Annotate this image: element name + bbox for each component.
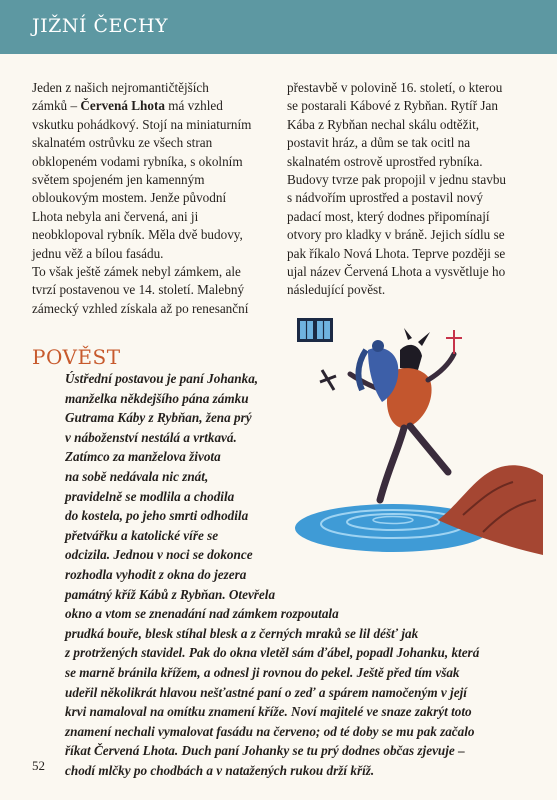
text-line: obloukovým mostem. Jenže původní <box>32 190 227 206</box>
legend-text <box>65 369 520 780</box>
story-line: znamení nechali vymalovat fasádu na červeno; od té doby se mu pak začalo <box>65 723 475 739</box>
text-line: To však ještě zámek nebyl zámkem, ale <box>32 264 241 280</box>
text-line: s nádvořím uprostřed a postavil nový <box>287 190 483 206</box>
story-line: pravidelně se modlila a chodila <box>65 488 235 504</box>
text-line: otvory pro kladky v bráně. Jejich sídlu se <box>287 227 505 243</box>
story-line: manželka někdejšího pána zámku <box>65 390 249 406</box>
story-line: Zatímco za manželova života <box>65 449 221 465</box>
story-line: odcizila. Jednou v noci se dokonce <box>65 547 253 563</box>
text-line: Budovy tvrze pak propojil v jednu stavbu <box>287 172 507 188</box>
text-line: skalnatém ostrově uprostřed rybníka. <box>287 153 483 169</box>
castle-window-icon <box>297 318 333 342</box>
story-line: udeřil několikrát hlavou nešťastné paní o zeď a spárem namočeným v její <box>65 684 467 700</box>
story-line: v náboženství nestálá a vrtkavá. <box>65 429 237 445</box>
text-line: ujal název Červená Lhota a vysvětluje ho <box>287 264 506 280</box>
story-line: říkat Červená Lhota. Duch paní Johanky se tu prý dodnes občas zjevuje – <box>65 743 465 759</box>
text-line: obklopeném vodami rybníka, s okolním <box>32 153 243 169</box>
text-line: následující pověst. <box>287 282 386 298</box>
red-cross-icon <box>446 330 462 354</box>
castle-name-emphasis: Červená Lhota <box>80 98 165 114</box>
intro-right-column <box>287 79 537 300</box>
story-line: okno a vtom se znenadání nad zámkem rozpoutala <box>65 606 339 622</box>
story-line: prudká bouře, blesk stíhal blesk a z černých mraků se lil déšť jak <box>65 625 419 641</box>
text-line: přestavbě v polovině 16. století, o kterou <box>287 80 503 95</box>
legend-heading: POVĚST <box>32 345 121 369</box>
story-line: do kostela, po jeho smrti odhodila <box>65 508 249 524</box>
story-line: přetvářku a katolické víře se <box>65 527 219 543</box>
story-line: z protržených stavidel. Pak do okna vletěl sám ďábel, popadl Johanku, která <box>65 645 480 661</box>
text-line: skalnatém ostrůvku ze všech stran <box>32 135 213 151</box>
text-line: Jeden z našich nejromantičtějších <box>32 80 209 95</box>
text-line: vskutku pohádkový. Stojí na miniaturním <box>32 116 252 132</box>
story-line: památný kříž Kábů z Rybňan. Otevřela <box>65 586 276 602</box>
text-line: se postarali Kábové z Rybňan. Rytíř Jan <box>287 98 498 114</box>
text-line: světem spojeném jen kamenným <box>32 172 205 188</box>
text-line: postavit hráz, a dům se tak ocitl na <box>287 135 471 151</box>
story-line: Gutrama Káby z Rybňan, žena prý <box>65 410 252 426</box>
page-number: 52 <box>32 758 45 773</box>
text-line: Lhota nebyla ani červená, ani ji <box>32 208 199 224</box>
text-line: zámecký vzhled získala až po renesanční <box>32 300 249 316</box>
chapter-title: JIŽNÍ ČECHY <box>32 15 169 37</box>
text-line: padací most, který dodnes připomínají <box>287 208 490 224</box>
text-line: neobklopoval rybník. Měla dvě budovy, <box>32 227 243 243</box>
story-line: Ústřední postavou je paní Johanka, <box>65 371 259 386</box>
story-line: krvi namaloval na omítku znamení kříže. Noví majitelé ve snaze zakrýt toto <box>65 704 472 720</box>
text-line: jednu věž a bílou fasádu. <box>32 245 164 261</box>
story-line: se marně bránila křížem, a odnesl ji rovnou do pekel. Ještě před tím však <box>65 664 460 680</box>
text-line: pak říkalo Nová Lhota. Teprve později se <box>287 245 506 261</box>
chapter-header <box>0 0 557 54</box>
text-line: zámků – Červená Lhota má vzhled <box>32 98 223 114</box>
text-line: Kába z Rybňan nechal skálu odtěžit, <box>287 116 480 132</box>
text-line: tvrzí postavenou ve 14. století. Malebný <box>32 282 245 298</box>
story-line: chodí mlčky po chodbách a v natažených rukou drží kříž. <box>65 762 375 778</box>
story-line: rozhodla vyhodit z okna do jezera <box>65 566 247 582</box>
story-line: na sobě nedávala nic znát, <box>65 468 209 484</box>
intro-left-column <box>32 79 282 318</box>
